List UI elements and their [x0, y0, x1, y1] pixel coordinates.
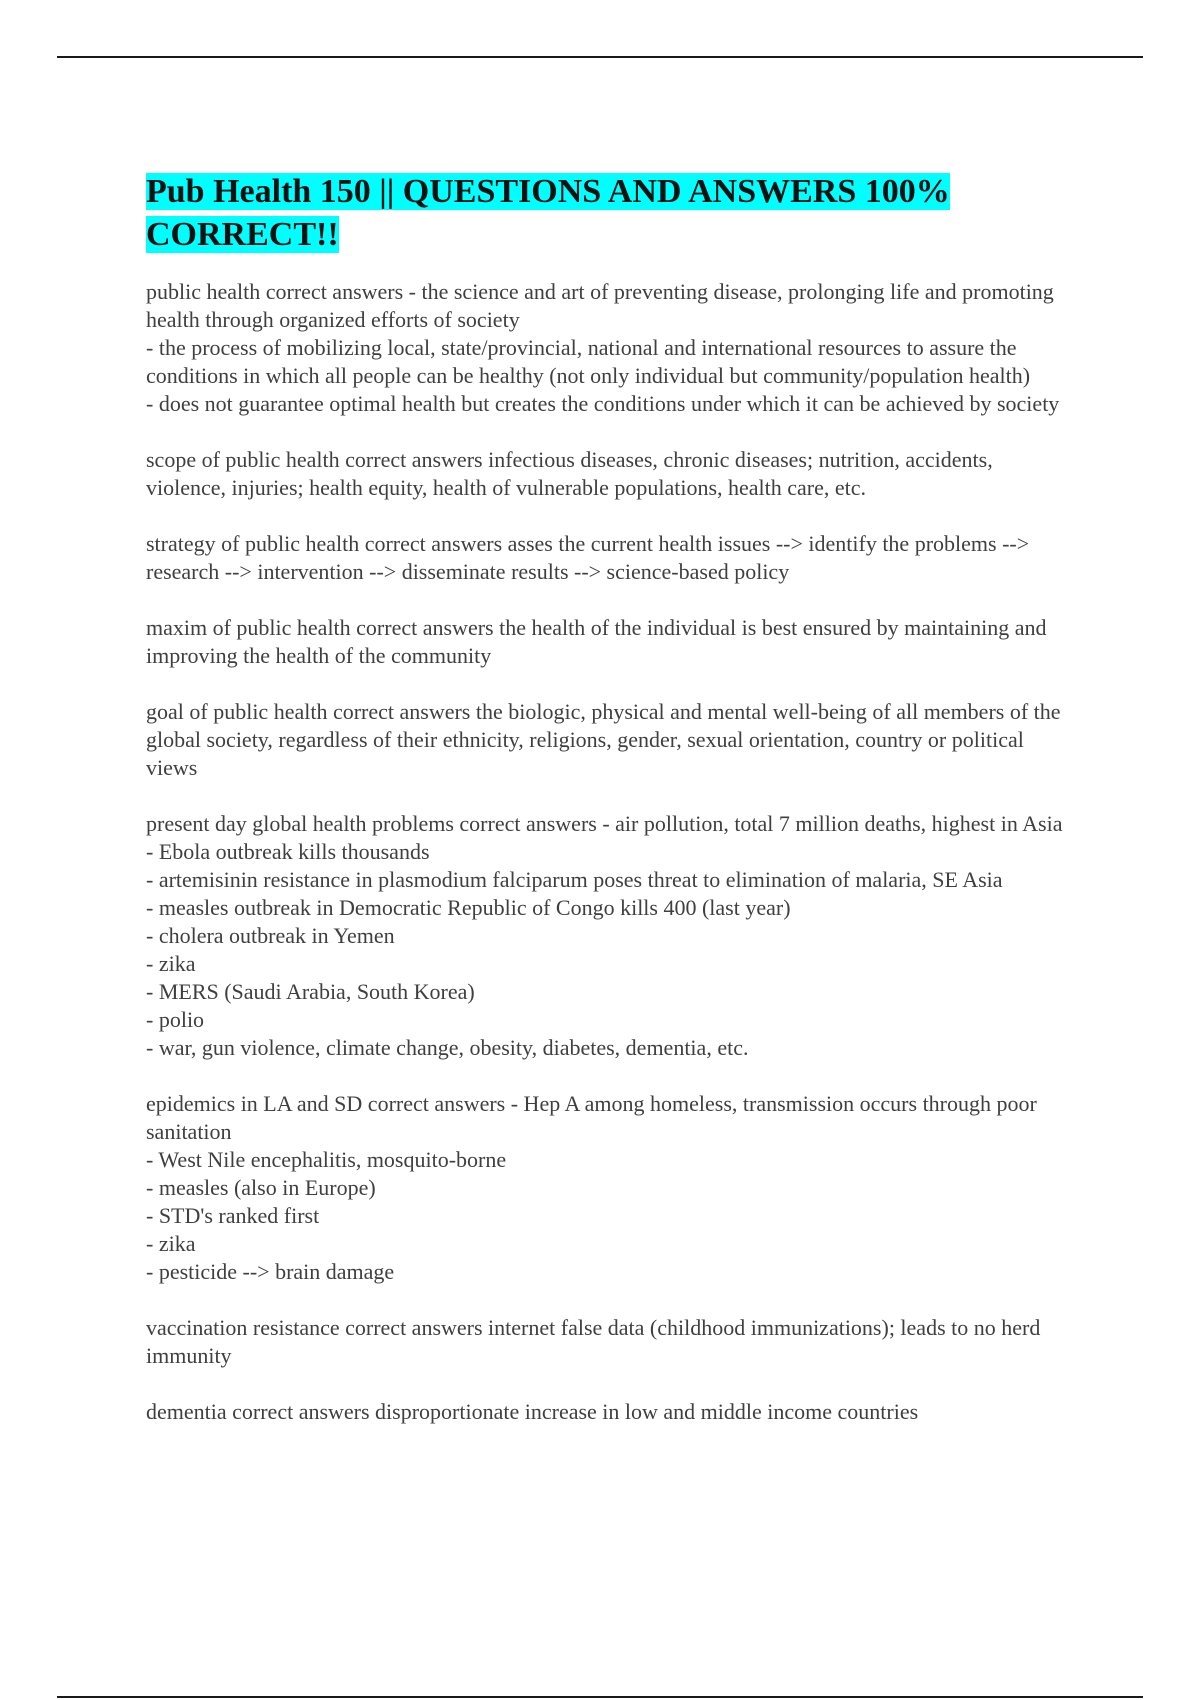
qa-line: - measles outbreak in Democratic Republic of Congo kills 400 (last year) [146, 895, 791, 920]
qa-line: dementia correct answers disproportionate increase in low and middle income countries [146, 1399, 919, 1424]
qa-entry [146, 530, 1066, 586]
header-rule [57, 56, 1143, 58]
qa-line: - does not guarantee optimal health but creates the conditions under which it can be achieved by society [146, 391, 1060, 416]
qa-line: - Ebola outbreak kills thousands [146, 839, 430, 864]
qa-line: - artemisinin resistance in plasmodium falciparum poses threat to elimination of malaria, SE Asia [146, 867, 1003, 892]
qa-entry [146, 614, 1066, 670]
qa-entry [146, 446, 1066, 502]
qa-entry [146, 810, 1066, 1062]
qa-entries [146, 278, 1066, 1426]
qa-entry [146, 1090, 1066, 1286]
qa-entry [146, 278, 1066, 418]
qa-line: - STD's ranked first [146, 1203, 320, 1228]
qa-line: - measles (also in Europe) [146, 1175, 376, 1200]
qa-line: scope of public health correct answers infectious diseases, chronic diseases; nutrition, accidents, violence, injuries; health equity, health of vulnerable populations, health care, etc. [146, 447, 993, 500]
qa-entry [146, 698, 1066, 782]
qa-line: - war, gun violence, climate change, obesity, diabetes, dementia, etc. [146, 1035, 749, 1060]
qa-line: - cholera outbreak in Yemen [146, 923, 395, 948]
qa-line: epidemics in LA and SD correct answers - Hep A among homeless, transmission occurs through poor sanitation [146, 1091, 1037, 1144]
footer-rule [57, 1696, 1143, 1698]
qa-line: maxim of public health correct answers the health of the individual is best ensured by maintaining and improving the health of the community [146, 615, 1047, 668]
qa-line: vaccination resistance correct answers internet false data (childhood immunizations); leads to no herd immunity [146, 1315, 1041, 1368]
document-title [146, 170, 1066, 256]
qa-line: strategy of public health correct answers asses the current health issues --> identify the problems --> research --> intervention --> disseminate results --> science-based policy [146, 531, 1030, 584]
document-body [146, 170, 1066, 1454]
qa-line: - the process of mobilizing local, state/provincial, national and international resources to assure the conditions in which all people can be healthy (not only individual but community/population health) [146, 335, 1031, 388]
qa-line: - MERS (Saudi Arabia, South Korea) [146, 979, 475, 1004]
qa-line: goal of public health correct answers the biologic, physical and mental well-being of all members of the global society, regardless of their ethnicity, religions, gender, sexual orientation, country or political views [146, 699, 1061, 780]
qa-entry [146, 1398, 1066, 1426]
qa-line: - pesticide --> brain damage [146, 1259, 395, 1284]
qa-line: present day global health problems correct answers - air pollution, total 7 million deaths, highest in Asia [146, 811, 1063, 836]
qa-line: - polio [146, 1007, 205, 1032]
qa-line: - West Nile encephalitis, mosquito-borne [146, 1147, 507, 1172]
qa-line: - zika [146, 1231, 196, 1256]
qa-entry [146, 1314, 1066, 1370]
title-highlight: Pub Health 150 || QUESTIONS AND ANSWERS 100% CORRECT!! [146, 173, 950, 253]
qa-line: public health correct answers - the science and art of preventing disease, prolonging life and promoting health through organized efforts of society [146, 279, 1054, 332]
qa-line: - zika [146, 951, 196, 976]
